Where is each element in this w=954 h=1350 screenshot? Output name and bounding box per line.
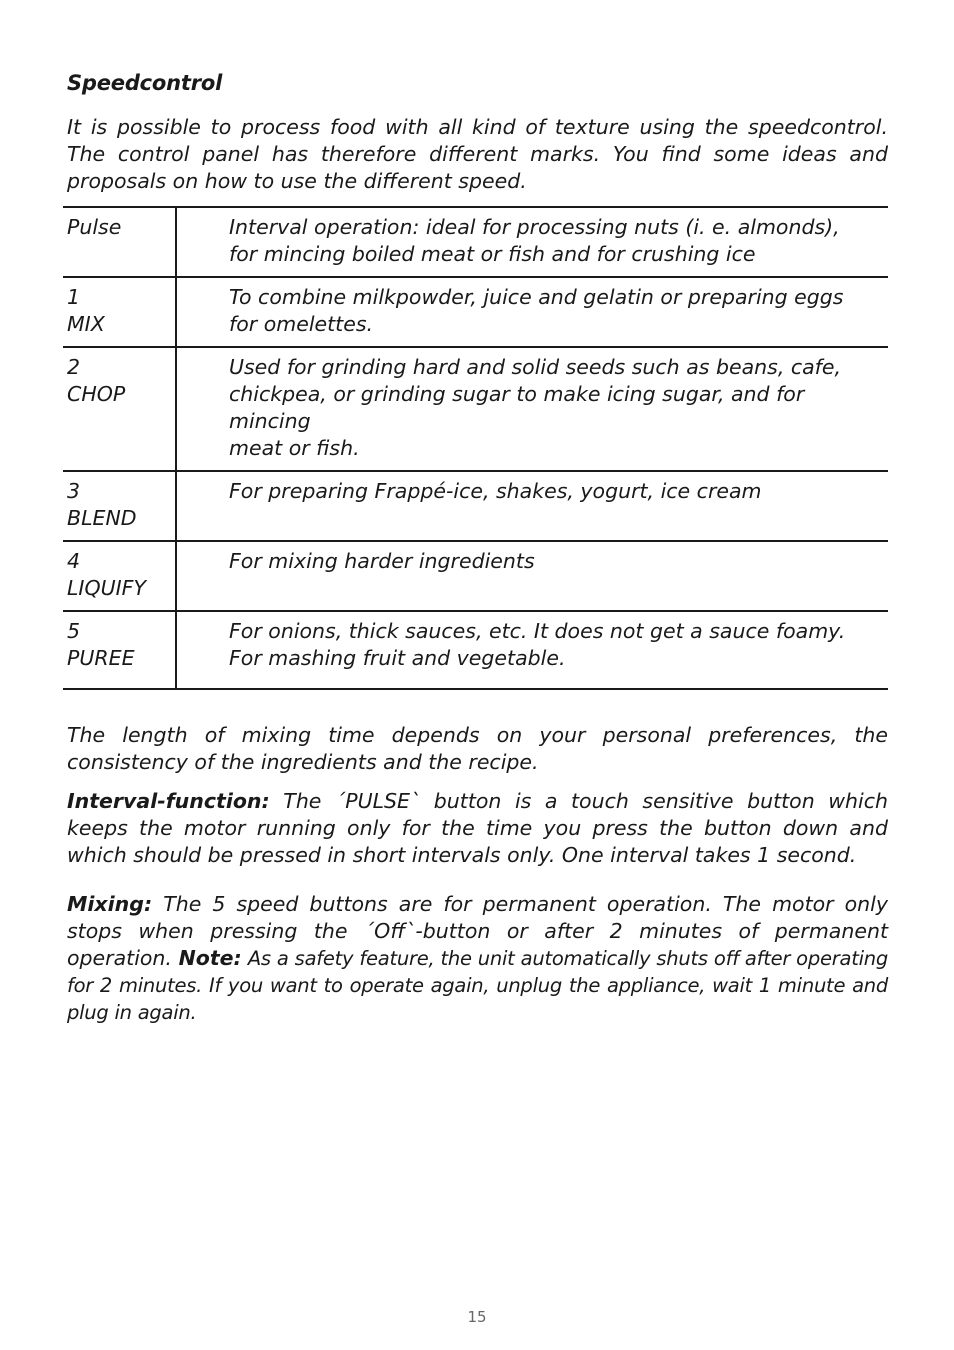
description-line: for mincing boiled meat or fish and for crushing ice (229, 242, 756, 266)
description-line: Interval operation: ideal for processing nuts (i. e. almonds), (229, 215, 840, 239)
speed-cell (63, 347, 176, 471)
description-line: For onions, thick sauces, etc. It does not get a sauce foamy. (229, 619, 846, 643)
description-line: chickpea, or grinding sugar to make icing sugar, and for mincing (229, 382, 805, 433)
speed-cell (63, 277, 176, 347)
speed-name: MIX (67, 312, 105, 336)
speed-cell (63, 541, 176, 611)
speed-label: 2 (67, 355, 81, 379)
mixing-label: Mixing: (67, 892, 153, 916)
speed-description (176, 611, 888, 689)
page-number: 15 (467, 1308, 487, 1326)
speed-table (63, 206, 888, 690)
interval-function-paragraph (67, 788, 888, 869)
note-label: Note: (178, 946, 242, 970)
mixing-time-paragraph: The length of mixing time depends on your personal preferences, the consistency of the ingredients and the recipe. (67, 723, 888, 774)
table-row (63, 541, 888, 611)
description-line: Used for grinding hard and solid seeds such as beans, cafe, (229, 355, 842, 379)
mixing-text: The 5 speed buttons are for permanent operation. The motor only stops when pressing the ´Off`-button or after 2 minutes of permanent operation. (67, 892, 888, 970)
speed-name: PUREE (67, 646, 135, 670)
speed-label: 1 (67, 285, 81, 309)
interval-function-label: Interval-function: (67, 789, 270, 813)
speed-description (176, 541, 888, 611)
description-line: For mixing harder ingredients (229, 549, 535, 573)
speed-description (176, 347, 888, 471)
speed-description (176, 277, 888, 347)
speed-label: 3 (67, 479, 81, 503)
speed-description (176, 207, 888, 277)
table-row (63, 347, 888, 471)
section-heading: Speedcontrol (67, 71, 223, 95)
note-text: As a safety feature, the unit automatically shuts off after operating for 2 minutes. If you want to operate again, unplug the appliance, wait 1 minute and plug in again. (67, 947, 888, 1024)
intro-paragraph: It is possible to process food with all kind of texture using the speedcontrol. The control panel has therefore different marks. You find some ideas and proposals on how to use the different speed. (67, 115, 888, 193)
speed-name: CHOP (67, 382, 126, 406)
speed-cell (63, 611, 176, 689)
mixing-paragraph (67, 891, 888, 1026)
speed-cell (63, 207, 176, 277)
speed-cell (63, 471, 176, 541)
speed-name: BLEND (67, 506, 137, 530)
table-row (63, 471, 888, 541)
table-row (63, 277, 888, 347)
interval-function-text: The ´PULSE` button is a touch sensitive button which keeps the motor running only for the time you press the button down and which should be pressed in short intervals only. One interval takes 1 second. (67, 789, 888, 867)
description-line: For mashing fruit and vegetable. (229, 646, 566, 670)
description-line: for omelettes. (229, 312, 374, 336)
table-row (63, 611, 888, 689)
speed-label: 5 (67, 619, 81, 643)
speed-label: 4 (67, 549, 81, 573)
description-line: For preparing Frappé-ice, shakes, yogurt, ice cream (229, 479, 762, 503)
speed-description (176, 471, 888, 541)
description-line: To combine milkpowder, juice and gelatin or preparing eggs (229, 285, 844, 309)
table-row (63, 207, 888, 277)
document-page (67, 68, 888, 1026)
description-line: meat or fish. (229, 436, 360, 460)
speed-label: Pulse (67, 215, 122, 239)
speed-name: LIQUIFY (67, 576, 146, 600)
